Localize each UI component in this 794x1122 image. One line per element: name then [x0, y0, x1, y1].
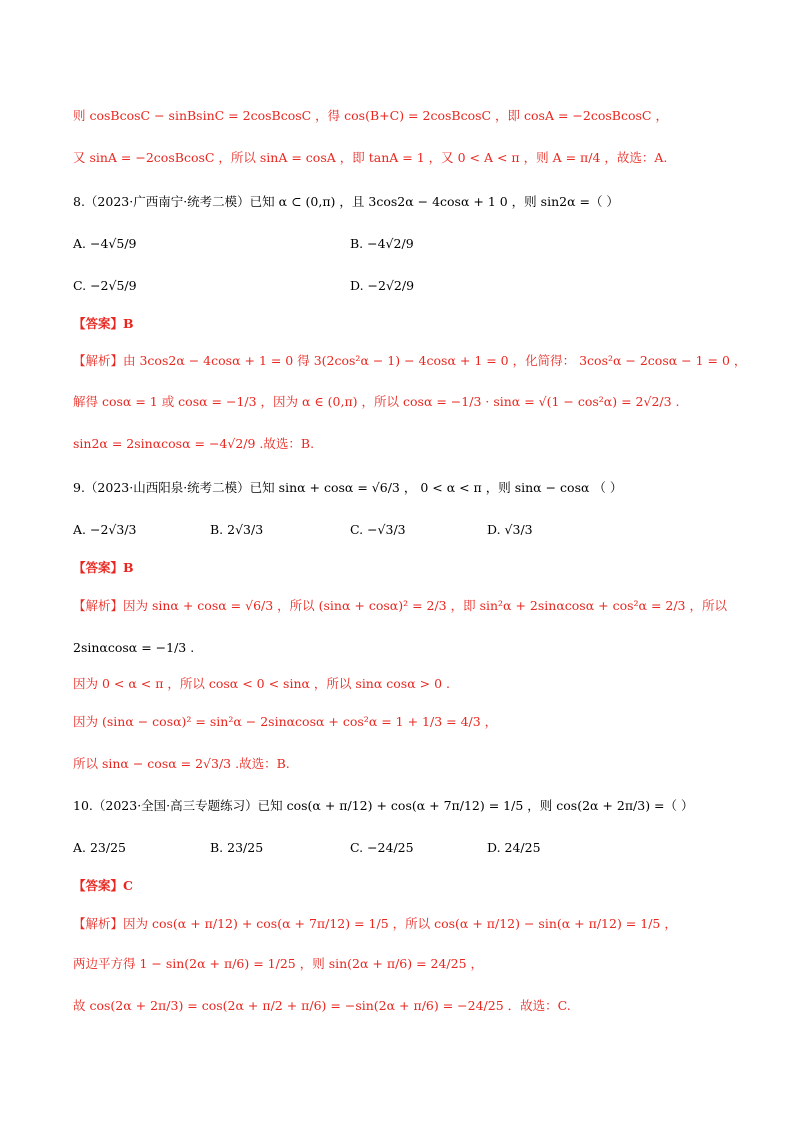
q10-answer: 【答案】C [73, 878, 133, 893]
q9-solution-3: 因为 0 < α < π ，所以 cosα < 0 < sinα ，所以 sinα cosα > 0 . [73, 676, 450, 691]
q9-answer: 【答案】B [73, 560, 134, 575]
q10-option-d: D. 24/25 [487, 840, 541, 855]
q8-option-b: B. −4√2/9 [350, 236, 414, 251]
question-10: 10.（2023·全国·高三专题练习）已知 cos(α + π/12) + cos(α + 7π/12) = 1/5 ，则 cos(2α + 2π/3) =（ ） [73, 798, 694, 813]
question-8: 8.（2023·广西南宁·统考二模）已知 α ⊂ (0,π) ，且 3cos2α − 4cosα + 1 0 ，则 sin2α =（ ） [73, 194, 619, 209]
q8-answer: 【答案】B [73, 316, 134, 331]
solution-line-2: 又 sinA = −2cosBcosC ，所以 sinA = cosA ，即 tanA = 1 ，又 0 < A < π ，则 A = π/4 ，故选：A. [73, 150, 668, 165]
q9-option-c: C. −√3/3 [350, 522, 406, 537]
q10-solution-3: 故 cos(2α + 2π/3) = cos(2α + π/2 + π/6) = −sin(2α + π/6) = −24/25 ．故选：C. [73, 998, 571, 1013]
q9-solution-4: 因为 (sinα − cosα)² = sin²α − 2sinαcosα + cos²α = 1 + 1/3 = 4/3 ， [73, 714, 498, 729]
q9-solution-5: 所以 sinα − cosα = 2√3/3 .故选：B. [73, 756, 290, 771]
solution-line-1: 则 cosBcosC − sinBsinC = 2cosBcosC ，得 cos(B+C) = 2cosBcosC ，即 cosA = −2cosBcosC ， [73, 108, 668, 123]
q8-option-d: D. −2√2/9 [350, 278, 415, 293]
q10-option-a: A. 23/25 [73, 840, 126, 855]
q9-solution-1: 【解析】因为 sinα + cosα = √6/3 ，所以 (sinα + cosα)² = 2/3 ，即 sin²α + 2sinαcosα + cos²α = 2/3 ，所以 [73, 598, 727, 613]
q9-option-d: D. √3/3 [487, 522, 533, 537]
q8-solution-2: 解得 cosα = 1 或 cosα = −1/3 ，因为 α ∈ (0,π) ，所以 cosα = −1/3 · sinα = √(1 − cos²α) = 2√2/3 . [73, 394, 680, 409]
q10-option-b: B. 23/25 [210, 840, 264, 855]
q8-solution-3: sin2α = 2sinαcosα = −4√2/9 .故选：B. [73, 436, 315, 451]
question-9: 9.（2023·山西阳泉·统考二模）已知 sinα + cosα = √6/3 ， 0 < α < π ，则 sinα − cosα （ ） [73, 480, 623, 495]
q9-option-a: A. −2√3/3 [73, 522, 137, 537]
q10-solution-2: 两边平方得 1 − sin(2α + π/6) = 1/25 ，则 sin(2α + π/6) = 24/25 ， [73, 956, 484, 971]
q8-solution-1: 【解析】由 3cos2α − 4cosα + 1 = 0 得 3(2cos²α − 1) − 4cosα + 1 = 0 ，化简得： 3cos²α − 2cosα − 1 = 0 ， [73, 353, 747, 368]
q10-option-c: C. −24/25 [350, 840, 414, 855]
q9-option-b: B. 2√3/3 [210, 522, 264, 537]
q10-solution-1: 【解析】因为 cos(α + π/12) + cos(α + 7π/12) = 1/5 ，所以 cos(α + π/12) − sin(α + π/12) = 1/5 ， [73, 916, 677, 931]
q8-option-c: C. −2√5/9 [73, 278, 137, 293]
q9-solution-2: 2sinαcosα = −1/3 . [73, 640, 195, 655]
q8-option-a: A. −4√5/9 [73, 236, 137, 251]
